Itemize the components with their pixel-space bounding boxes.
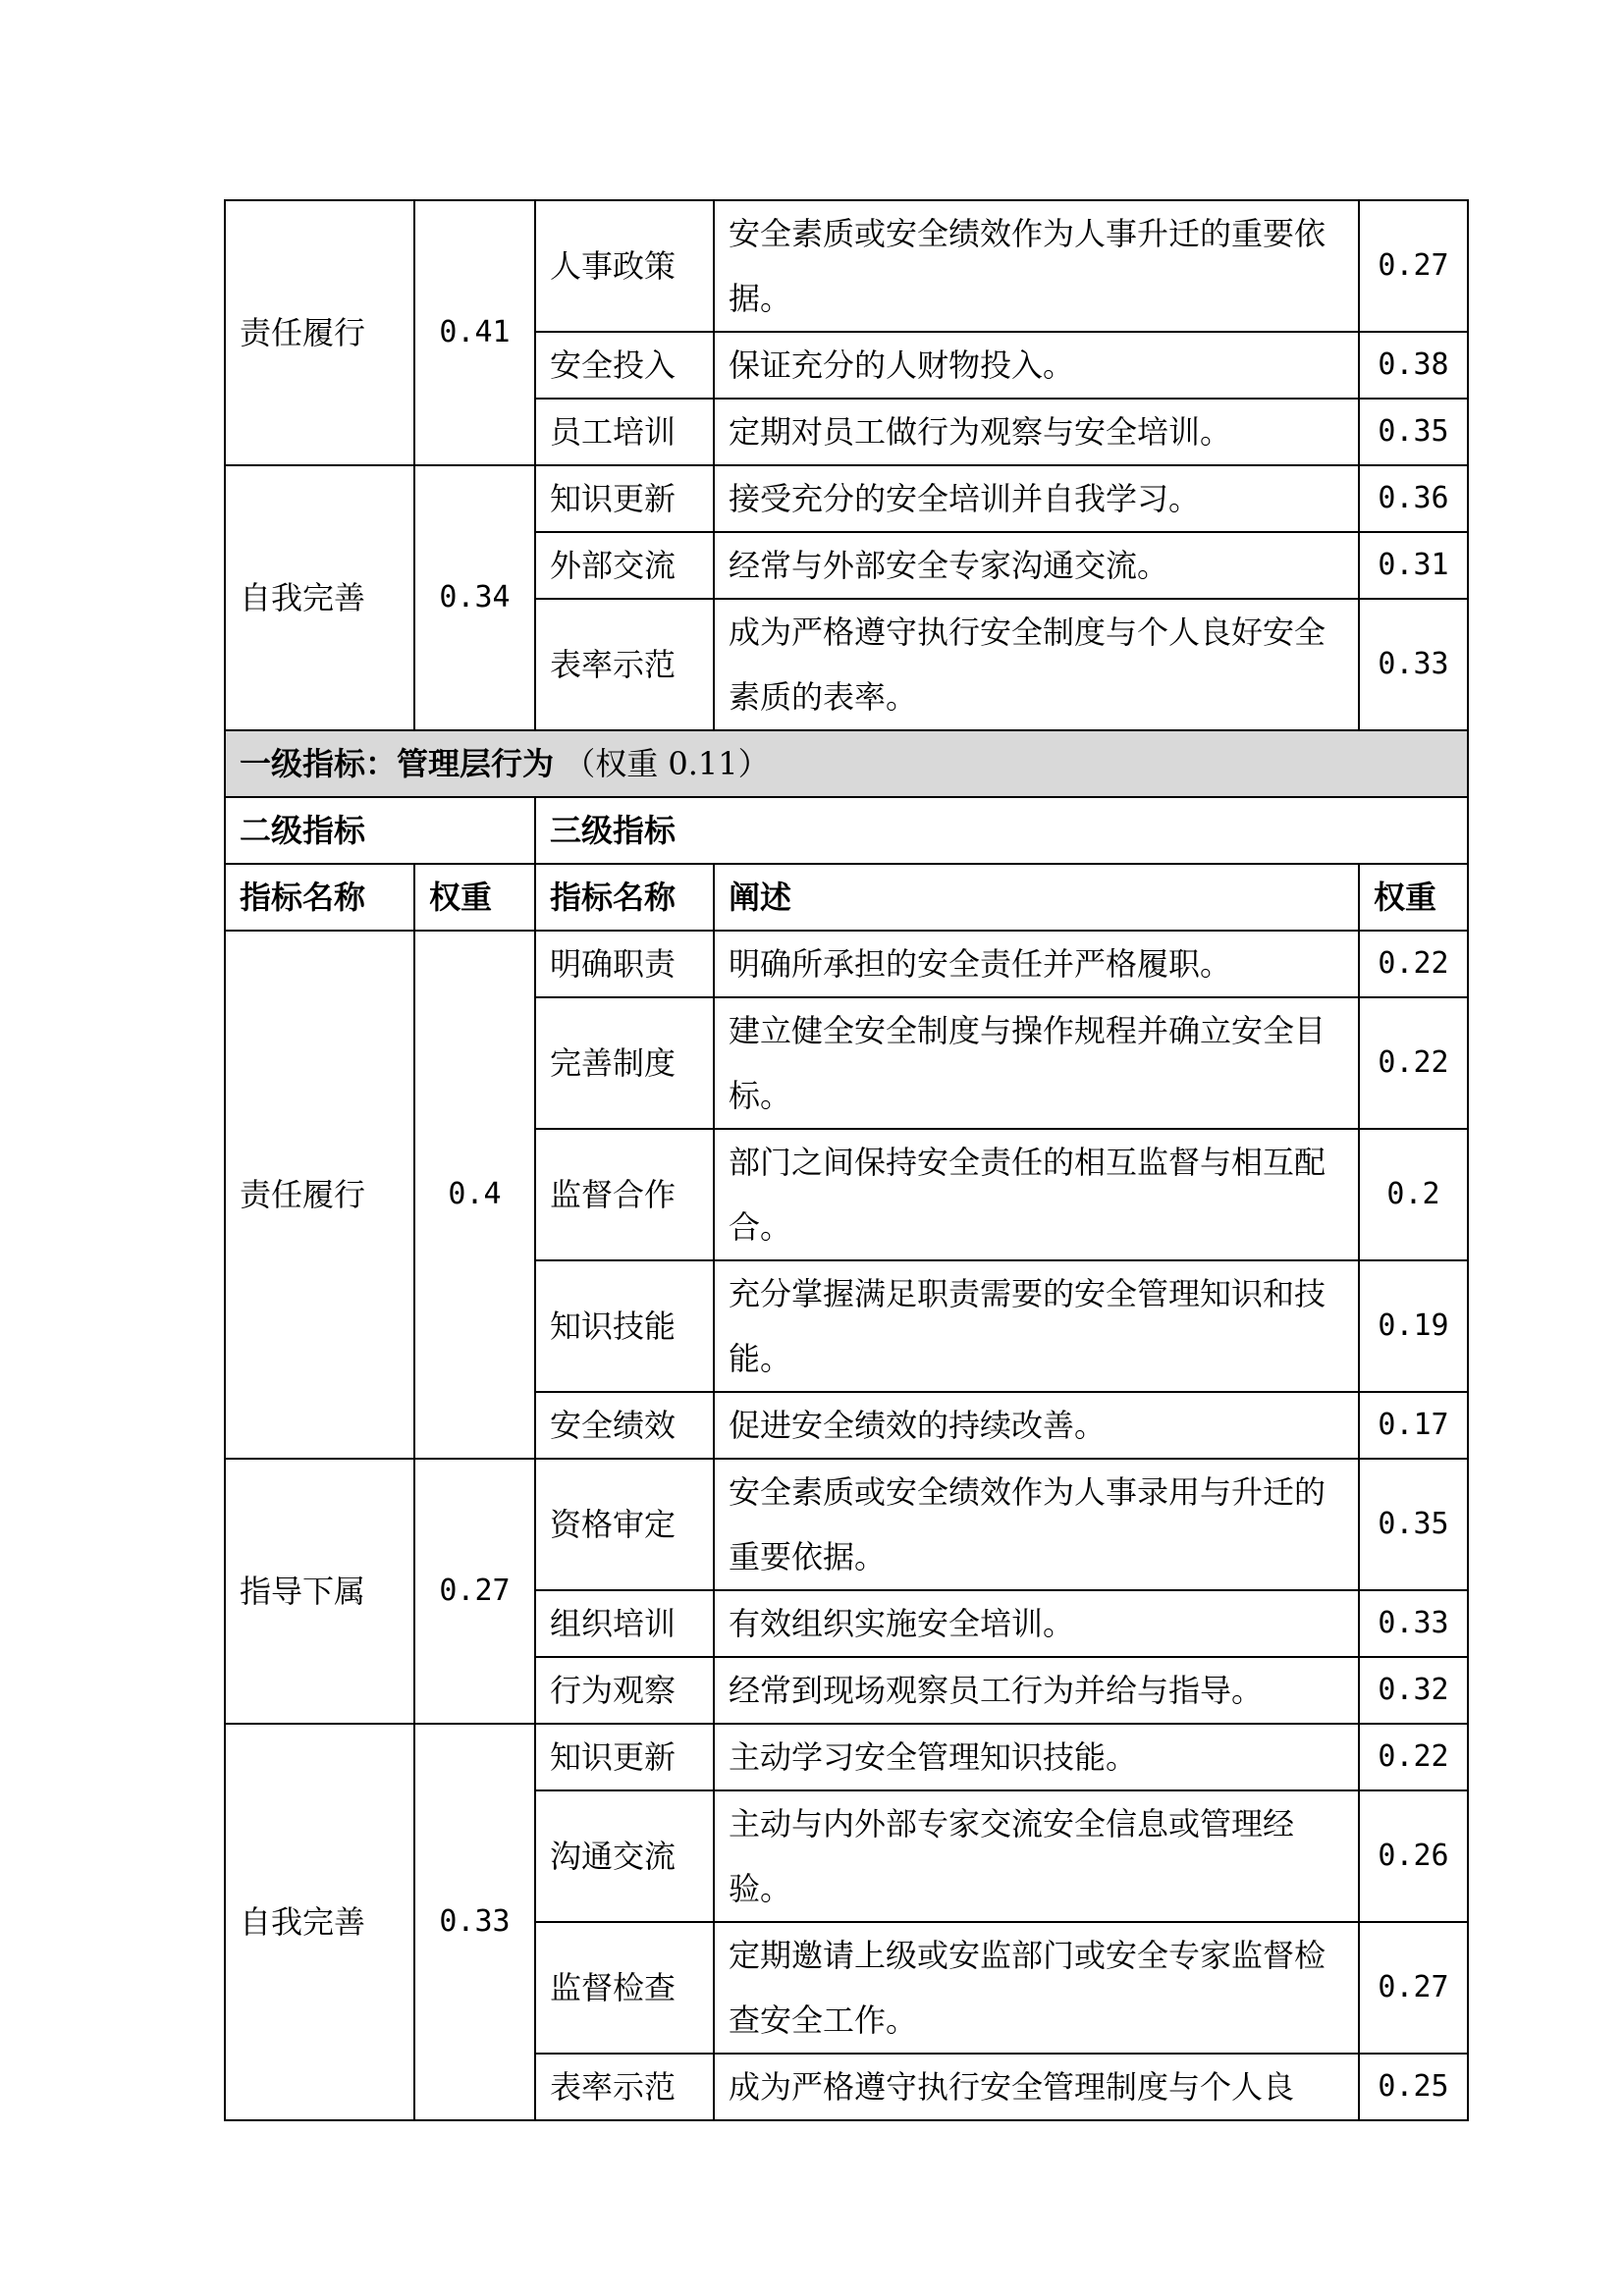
level3-weight: 0.36: [1359, 465, 1468, 532]
level3-name: 知识技能: [535, 1260, 714, 1392]
level3-weight: 0.35: [1359, 399, 1468, 465]
level3-desc: 接受充分的安全培训并自我学习。: [714, 465, 1359, 532]
level2-weight: 0.4: [414, 931, 535, 1459]
level3-name: 外部交流: [535, 532, 714, 599]
level3-weight: 0.27: [1359, 1922, 1468, 2054]
level3-desc: 明确所承担的安全责任并严格履职。: [714, 931, 1359, 997]
level3-name: 安全投入: [535, 332, 714, 399]
level3-weight: 0.19: [1359, 1260, 1468, 1392]
level3-name: 沟通交流: [535, 1790, 714, 1922]
level3-weight: 0.27: [1359, 200, 1468, 332]
header-level3: 三级指标: [535, 797, 1468, 864]
header-weight3: 权重: [1359, 864, 1468, 931]
level3-desc: 促进安全绩效的持续改善。: [714, 1392, 1359, 1459]
level3-desc: 经常到现场观察员工行为并给与指导。: [714, 1657, 1359, 1724]
section-weight: （权重 0.11）: [564, 745, 770, 782]
level3-weight: 0.17: [1359, 1392, 1468, 1459]
level3-name: 组织培训: [535, 1590, 714, 1657]
level3-name: 明确职责: [535, 931, 714, 997]
level3-name: 表率示范: [535, 599, 714, 730]
level3-name: 安全绩效: [535, 1392, 714, 1459]
header-desc: 阐述: [714, 864, 1359, 931]
level3-name: 人事政策: [535, 200, 714, 332]
section-label: 一级指标：管理层行为: [240, 745, 555, 782]
level3-desc: 主动学习安全管理知识技能。: [714, 1724, 1359, 1790]
level3-name: 完善制度: [535, 997, 714, 1129]
level2-weight: 0.41: [414, 200, 535, 465]
header-weight: 权重: [414, 864, 535, 931]
level3-name: 监督合作: [535, 1129, 714, 1260]
level3-weight: 0.2: [1359, 1129, 1468, 1260]
index-table: [224, 199, 1469, 2121]
section-header: [225, 730, 1468, 797]
header-name3: 指标名称: [535, 864, 714, 931]
level3-desc: 安全素质或安全绩效作为人事升迁的重要依据。: [714, 200, 1359, 332]
level3-desc: 经常与外部安全专家沟通交流。: [714, 532, 1359, 599]
level3-desc: 安全素质或安全绩效作为人事录用与升迁的重要依据。: [714, 1459, 1359, 1590]
level3-weight: 0.22: [1359, 997, 1468, 1129]
table-row: [225, 1724, 1468, 1790]
table-row: [225, 200, 1468, 332]
level2-name: 自我完善: [225, 1724, 414, 2120]
header-row: [225, 864, 1468, 931]
level3-weight: 0.33: [1359, 1590, 1468, 1657]
level2-weight: 0.34: [414, 465, 535, 730]
level3-weight: 0.22: [1359, 931, 1468, 997]
level2-weight: 0.27: [414, 1459, 535, 1724]
level3-name: 监督检查: [535, 1922, 714, 2054]
level3-desc: 部门之间保持安全责任的相互监督与相互配合。: [714, 1129, 1359, 1260]
level3-desc: 成为严格遵守执行安全管理制度与个人良: [714, 2054, 1359, 2120]
header-level2: 二级指标: [225, 797, 535, 864]
level2-name: 责任履行: [225, 931, 414, 1459]
level3-desc: 建立健全安全制度与操作规程并确立安全目标。: [714, 997, 1359, 1129]
table-row: [225, 465, 1468, 532]
level3-desc: 充分掌握满足职责需要的安全管理知识和技能。: [714, 1260, 1359, 1392]
level2-weight: 0.33: [414, 1724, 535, 2120]
level3-desc: 主动与内外部专家交流安全信息或管理经验。: [714, 1790, 1359, 1922]
level3-name: 员工培训: [535, 399, 714, 465]
level3-weight: 0.35: [1359, 1459, 1468, 1590]
level3-desc: 定期邀请上级或安监部门或安全专家监督检查安全工作。: [714, 1922, 1359, 2054]
level3-weight: 0.31: [1359, 532, 1468, 599]
level3-name: 表率示范: [535, 2054, 714, 2120]
level3-weight: 0.32: [1359, 1657, 1468, 1724]
level2-name: 责任履行: [225, 200, 414, 465]
level3-weight: 0.33: [1359, 599, 1468, 730]
level3-desc: 保证充分的人财物投入。: [714, 332, 1359, 399]
level3-name: 知识更新: [535, 1724, 714, 1790]
level3-weight: 0.25: [1359, 2054, 1468, 2120]
level3-weight: 0.26: [1359, 1790, 1468, 1922]
level3-name: 资格审定: [535, 1459, 714, 1590]
table-row: [225, 1459, 1468, 1590]
level3-name: 知识更新: [535, 465, 714, 532]
level2-name: 指导下属: [225, 1459, 414, 1724]
level2-name: 自我完善: [225, 465, 414, 730]
level3-desc: 定期对员工做行为观察与安全培训。: [714, 399, 1359, 465]
level3-desc: 成为严格遵守执行安全制度与个人良好安全素质的表率。: [714, 599, 1359, 730]
level3-name: 行为观察: [535, 1657, 714, 1724]
table-row: [225, 931, 1468, 997]
level3-desc: 有效组织实施安全培训。: [714, 1590, 1359, 1657]
level3-weight: 0.22: [1359, 1724, 1468, 1790]
header-name: 指标名称: [225, 864, 414, 931]
section-header-row: [225, 730, 1468, 797]
level3-weight: 0.38: [1359, 332, 1468, 399]
header-row: [225, 797, 1468, 864]
